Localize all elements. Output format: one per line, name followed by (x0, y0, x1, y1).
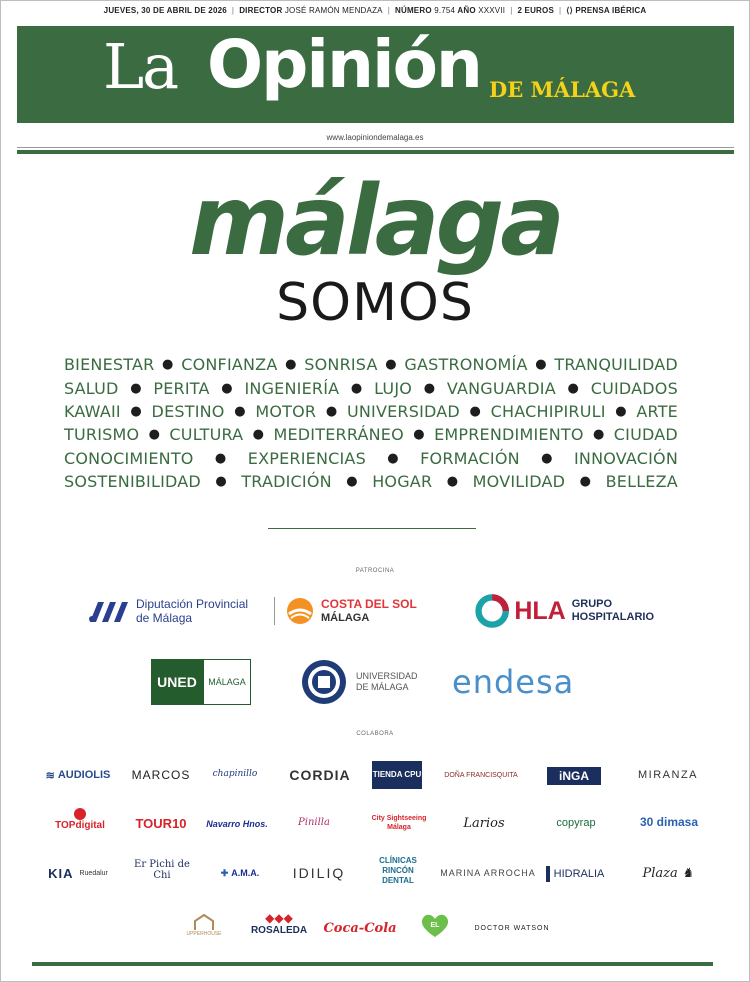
logo-kia-ruedalur[interactable] (38, 862, 118, 884)
dateline-group: PRENSA IBÉRICA (575, 6, 647, 15)
uma-line2: DE MÁLAGA (356, 682, 409, 692)
logo-inga[interactable]: iNGA (547, 767, 601, 785)
keyword-line (64, 470, 678, 493)
bullet-dot-icon: ● (234, 403, 246, 419)
logo-larios[interactable]: Larios (463, 815, 505, 831)
headline-malaga: málaga (189, 165, 561, 277)
bullet-dot-icon: ● (215, 474, 227, 490)
sponsor-hla[interactable] (474, 590, 654, 632)
logo-topdigital[interactable] (40, 801, 120, 837)
dateline-director-label: DIRECTOR (239, 6, 283, 15)
keyword: CIUDAD (613, 425, 678, 445)
divider-green (17, 150, 734, 154)
costa-line1: COSTA DEL SOL (321, 597, 417, 611)
costa-sun-icon (285, 596, 315, 626)
logo-dona-francisquita[interactable]: DOÑA FRANCISQUITA (444, 771, 518, 779)
topdigital-icon (74, 808, 86, 820)
logo-city-sightseeing[interactable]: City Sightseeing Málaga (371, 815, 427, 831)
keyword-line (64, 376, 678, 399)
logo-audiolis-text: AUDIOLIS (57, 769, 111, 781)
divider-thin (17, 147, 734, 148)
bullet-dot-icon: ● (469, 403, 482, 419)
keyword: GASTRONOMÍA (404, 355, 528, 375)
logo-audiolis[interactable] (38, 764, 118, 786)
logo-pinilla[interactable]: Pinilla (298, 816, 330, 828)
diputacion-icon (88, 598, 132, 624)
logo-rincon-dental[interactable]: CLÍNICAS RINCÓN DENTAL (379, 856, 417, 885)
bullet-dot-icon: ● (385, 357, 397, 373)
logo-hidralia[interactable] (540, 864, 610, 884)
uma-line1: UNIVERSIDAD (356, 671, 418, 681)
keyword: TRANQUILIDAD (554, 355, 678, 375)
bullet-dot-icon: ● (162, 357, 174, 373)
keyword-line (64, 447, 678, 470)
dateline-year-value: XXXVII (478, 6, 506, 15)
keyword-line (64, 423, 678, 446)
keyword: DESTINO (151, 401, 225, 421)
keyword: MOVILIDAD (472, 472, 566, 492)
bullet-dot-icon: ● (130, 403, 142, 419)
bullet-dot-icon: ● (350, 380, 363, 396)
dateline-date: JUEVES, 30 DE ABRIL DE 2026 (103, 6, 227, 15)
bullet-dot-icon: ● (541, 450, 553, 466)
rosaleda-icon: ◆◆◆ (265, 910, 293, 925)
keyword: MOTOR (255, 401, 317, 421)
endesa-logo: endesa (452, 663, 575, 701)
keyword: PERITA (153, 378, 210, 398)
logo-rosaleda-text: ROSALEDA (250, 924, 308, 936)
masthead[interactable] (17, 26, 734, 123)
logo-30-dimasa[interactable]: 30 dimasa (639, 815, 699, 829)
logo-rosaleda[interactable] (248, 904, 310, 942)
keyword: TRADICIÓN (241, 472, 332, 492)
keyword: SALUD (64, 378, 119, 398)
logo-la: La (103, 30, 178, 103)
ama-icon: ✚ (220, 867, 229, 878)
sponsor-diputacion[interactable] (88, 594, 270, 628)
keyword: SOSTENIBILIDAD (64, 472, 201, 492)
logo-de-malaga: DE MÁLAGA (489, 77, 636, 102)
logo-ama[interactable] (208, 862, 272, 884)
dateline-director-name: JOSÉ RAMÓN MENDAZA (284, 6, 383, 15)
dateline-number-label: NÚMERO (394, 6, 432, 15)
keyword: BIENESTAR (64, 355, 155, 375)
logo-plaza[interactable] (630, 858, 706, 888)
logo-hidralia-text: HIDRALIA (553, 868, 605, 880)
logo-cordia[interactable]: CORDIA (289, 767, 351, 783)
headline-somos: SOMOS (276, 273, 474, 333)
keyword: KAWAII (64, 401, 121, 421)
prensa-iberica-icon: ⟨⟩ (566, 6, 576, 15)
logo-el[interactable] (418, 912, 452, 940)
keyword: BELLEZA (605, 472, 678, 492)
keyword: MEDITERRÁNEO (273, 425, 404, 445)
keyword: INNOVACIÓN (573, 448, 678, 468)
dateline-price: 2 EUROS (517, 6, 554, 15)
keyword: HOGAR (372, 472, 433, 492)
keyword-line (64, 353, 678, 376)
section-divider (268, 528, 476, 529)
bullet-dot-icon: ● (285, 357, 297, 373)
logo-ama-text: A.M.A. (231, 868, 260, 878)
sponsor-uma[interactable] (300, 658, 430, 706)
keyword: EMPRENDIMIENTO (434, 425, 584, 445)
uma-seal-icon (300, 658, 348, 706)
bullet-dot-icon: ● (615, 403, 627, 419)
sponsors-label: PATROCINA (355, 568, 395, 574)
costa-line2: MÁLAGA (321, 612, 370, 624)
bullet-dot-icon: ● (387, 450, 399, 466)
keyword: CHACHIPIRULI (490, 401, 606, 421)
logo-chapinillo[interactable]: chapinillo (212, 769, 258, 779)
diputacion-line1: Diputación Provincial (136, 597, 249, 611)
hla-line2: HOSPITALARIO (571, 611, 654, 623)
keyword: ARTE (636, 401, 678, 421)
logo-ruedalur-text: Ruedalur (79, 869, 108, 877)
keyword: FORMACIÓN (420, 448, 520, 468)
keyword: CUIDADOS (590, 378, 678, 398)
logo-upperhouse[interactable] (184, 908, 224, 942)
bullet-dot-icon: ● (413, 427, 425, 443)
bullet-dot-icon: ● (567, 380, 580, 396)
logo-coca-cola[interactable]: Coca-Cola (323, 920, 397, 936)
hla-ring-icon (474, 591, 510, 631)
uned-mark: UNED (151, 659, 203, 705)
bullet-dot-icon: ● (252, 427, 265, 443)
bullet-dot-icon: ● (446, 474, 459, 490)
keyword: CULTURA (169, 425, 244, 445)
keyword: INGENIERÍA (244, 378, 340, 398)
house-icon (193, 913, 215, 931)
logo-plaza-text: Plaza (642, 865, 678, 881)
logo-marina-arrocha[interactable]: MARINA ARROCHA (440, 868, 536, 878)
bullet-dot-icon: ● (148, 427, 161, 443)
logo-tour10[interactable]: TOUR10 (135, 815, 187, 831)
logo-tienda-cpu[interactable]: TIENDA CPU (372, 761, 422, 789)
dateline-number-value: 9.754 (434, 6, 456, 15)
kia-icon: KIA (48, 865, 74, 881)
bullet-dot-icon: ● (130, 380, 142, 396)
keyword: UNIVERSIDAD (346, 401, 460, 421)
bullet-dot-icon: ● (535, 357, 547, 373)
logo-el-text: EL (430, 922, 440, 929)
hla-line1: GRUPO (571, 598, 613, 610)
sponsor-endesa[interactable] (452, 660, 602, 704)
keyword: VANGUARDIA (446, 378, 556, 398)
logo-miranza[interactable]: MIRANZA (638, 769, 698, 781)
bullet-dot-icon: ● (214, 450, 227, 466)
hidralia-icon (546, 866, 550, 882)
audiolis-icon: ≋ (45, 769, 55, 782)
keyword: CONOCIMIENTO (64, 448, 194, 468)
sponsor-costa-del-sol[interactable] (285, 594, 430, 628)
bullet-dot-icon: ● (592, 427, 605, 443)
bullet-dot-icon: ● (346, 474, 358, 490)
logo-upperhouse-text: UPPERHOUSE (186, 931, 222, 937)
keyword: TURISMO (64, 425, 140, 445)
diputacion-line2: de Málaga (136, 611, 193, 625)
hla-mark: HLA (514, 596, 566, 625)
bullet-dot-icon: ● (325, 403, 338, 419)
logo-topdigital-text: TOPdigital (55, 819, 105, 831)
keyword-block (64, 353, 678, 493)
keyword-line (64, 400, 678, 423)
keyword: EXPERIENCIAS (247, 448, 366, 468)
dateline: JUEVES, 30 DE ABRIL DE 2026 | DIRECTOR JOSÉ RAMÓN MENDAZA | NÚMERO 9.754 AÑO XXXVII | 2 EUROS | ⟨⟩ PRENSA IBÉRICA (103, 6, 647, 15)
logo-copyrap[interactable]: copyrap (556, 817, 596, 829)
keyword: CONFIANZA (181, 355, 278, 375)
bullet-dot-icon: ● (221, 380, 233, 396)
bullet-dot-icon: ● (423, 380, 436, 396)
bottom-green-rule (32, 962, 713, 966)
collaborators-label: COLABORA (356, 731, 394, 737)
keyword: LUJO (374, 378, 413, 398)
website-url[interactable]: www.laopiniondemalaga.es (326, 133, 424, 142)
dateline-year-label: AÑO (457, 6, 476, 15)
logo-marcos[interactable]: MARCOS (131, 768, 191, 782)
sponsor-separator (274, 597, 275, 625)
logo-opinion: Opinión (207, 26, 481, 103)
logo-navarro-hnos[interactable]: Navarro Hnos. (206, 819, 268, 829)
keyword: SONRISA (304, 355, 378, 375)
logo-doctor-watson[interactable]: DOCTOR WATSON (474, 924, 550, 932)
bull-icon: ♞ (681, 865, 694, 881)
uned-city: MÁLAGA (203, 659, 251, 705)
sponsor-uned[interactable] (151, 659, 251, 705)
logo-er-pichi[interactable]: Er Pichi de Chi (134, 859, 190, 881)
bullet-dot-icon: ● (579, 474, 592, 490)
logo-idiliq[interactable]: IDILIQ (292, 865, 346, 881)
